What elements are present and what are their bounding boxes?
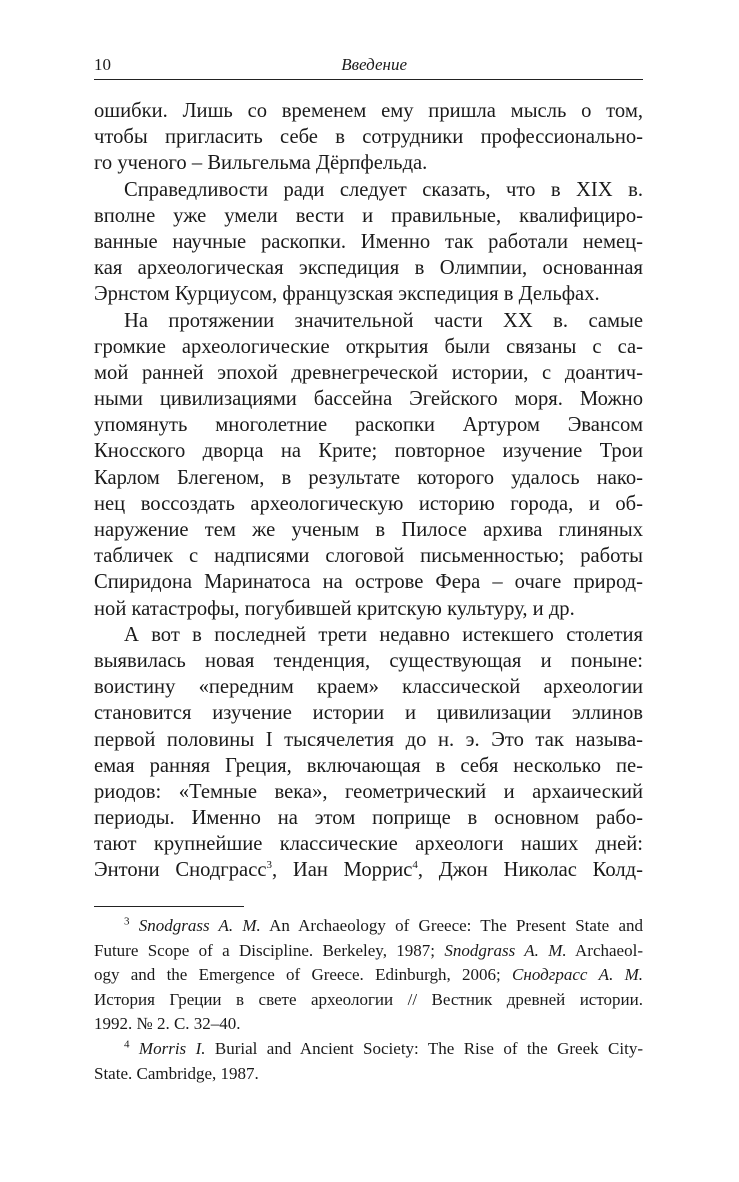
page-header — [94, 52, 643, 80]
footnote-divider — [94, 906, 244, 907]
text-line: ной катастрофы, погубившей критскую культуру, и др. — [94, 597, 575, 620]
footnote-marker: 4 — [124, 1038, 130, 1051]
text-line: наружение тем же ученым в Пилосе архива глиняных — [94, 519, 643, 541]
footnote-ref-4[interactable]: 4 — [412, 859, 418, 872]
footnote-line: State. Cambridge, 1987. — [94, 1063, 259, 1083]
text-line: емая ранняя Греция, включающая в себя несколько пе- — [94, 754, 643, 777]
footnote-ref-3[interactable]: 3 — [266, 859, 272, 872]
footnote-line: 1992. № 2. С. 32–40. — [94, 1014, 241, 1034]
text-line: первой половины I тысячелетия до н. э. Это так называ- — [94, 728, 643, 751]
footnote-marker: 3 — [124, 915, 130, 928]
text-line: упомянуть многолетние раскопки Артуром Эвансом — [94, 414, 643, 437]
footnote-line: ogy and the Emergence of Greece. Edinburgh, 2006; Снодграсс А. М. — [94, 965, 643, 985]
text-line: Карлом Блегеном, в результате которого удалось нако- — [94, 466, 643, 489]
text-line: ванные научные раскопки. Именно так работали немец- — [94, 230, 643, 253]
text-line: А вот в последней трети недавно истекшего столетия — [124, 623, 643, 646]
text-line: нец воссоздать археологическую историю города, и об- — [94, 492, 643, 515]
footnote-3: $^3$ Snodgrass A. M. An Archaeology of Greece: The Present State and — [124, 915, 643, 935]
text-line-with-footnote-refs: Энтони Снодграсс$^3$, Иан Моррис$^4$, Джон Николас Колд- — [94, 859, 643, 882]
text-line: Справедливости ради следует сказать, что в XIX в. — [124, 178, 643, 201]
footnotes — [94, 914, 643, 1086]
text-line: Эрнстом Курциусом, французская экспедиция в Дельфах. — [94, 283, 600, 306]
text-line: ными цивилизациями бассейна Эгейского моря. Можно — [94, 388, 643, 411]
text-line: становится изучение истории и цивилизации эллинов — [94, 702, 643, 725]
running-title: Введение — [341, 55, 407, 74]
text-line: Спиридона Маринатоса на острове Фера – очаге природ- — [94, 571, 643, 594]
page-number: 10 — [94, 55, 111, 74]
text-line: громкие археологические открытия были связаны с са- — [94, 335, 643, 358]
footnote-line: Future Scope of a Discipline. Berkeley, 1987; Snodgrass A. M. Archaeol- — [94, 940, 643, 960]
text-line: мой ранней эпохой древнегреческой истории, с доантич- — [94, 361, 643, 384]
text-line: тают крупнейшие классические археологи наших дней: — [94, 833, 643, 856]
text-line: ошибки. Лишь со временем ему пришла мысль о том, — [94, 100, 643, 122]
text-line: чтобы пригласить себе в сотрудники профессионально- — [94, 126, 643, 149]
text-line: периоды. Именно на этом поприще в основном рабо- — [94, 807, 643, 830]
text-line: воистину «передним краем» классической археологии — [94, 676, 643, 699]
text-line: го ученого – Вильгельма Дёрпфельда. — [94, 152, 428, 175]
footnote-line: История Греции в свете археологии // Вестник древней истории. — [94, 989, 643, 1009]
text-line: выявилась новая тенденция, существующая и поныне: — [94, 649, 643, 672]
footnote-4: $^4$ Morris I. Burial and Ancient Society: The Rise of the Greek City- — [124, 1038, 643, 1058]
text-line: На протяжении значительной части XX в. самые — [124, 309, 643, 332]
text-line: риодов: «Темные века», геометрический и архаический — [94, 780, 643, 803]
main-text — [94, 98, 643, 884]
text-line: вполне уже умели вести и правильные, квалифициро- — [94, 204, 643, 227]
text-line: кая археологическая экспедиция в Олимпии, основанная — [94, 257, 643, 280]
text-line: Кносского дворца на Крите; повторное изучение Трои — [94, 440, 643, 463]
text-line: табличек с надписями слоговой письменностью; работы — [94, 545, 643, 568]
